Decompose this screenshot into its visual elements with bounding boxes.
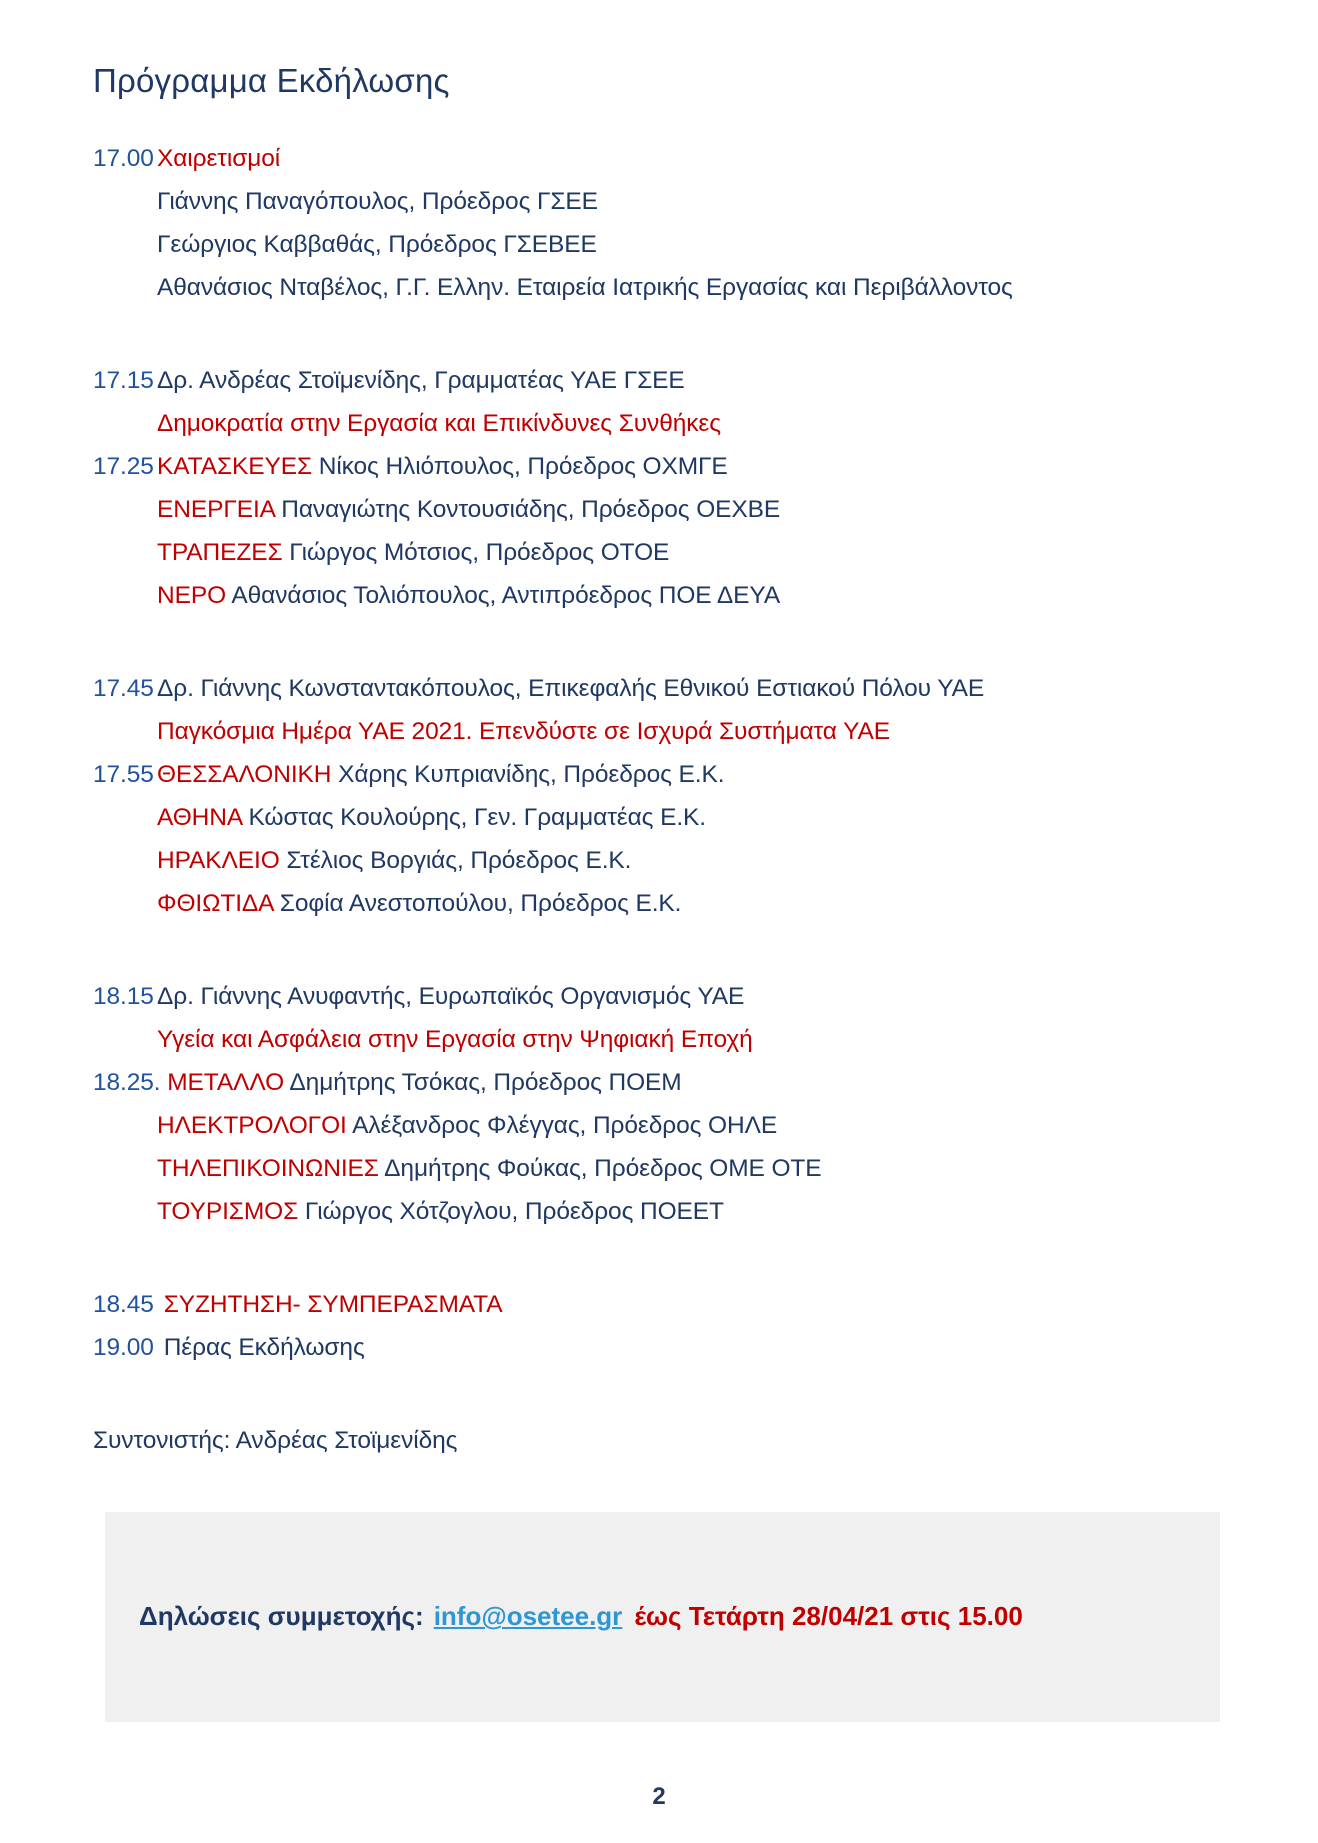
speaker-text: Σοφία Ανεστοπούλου, Πρόεδρος Ε.Κ.: [273, 889, 682, 917]
speaker-text: Δρ. Γιάννης Κωνσταντακόπουλος, Επικεφαλής Εθνικού Εστιακού Πόλου ΥΑΕ: [157, 674, 985, 702]
schedule-line: [93, 445, 1248, 488]
speaker-text: Αθανάσιος Τολιόπουλος, Αντιπρόεδρος ΠΟΕ ΔΕΥΑ: [226, 581, 781, 609]
highlight-text: ΜΕΤΑΛΛΟ: [160, 1068, 285, 1096]
schedule-group: [93, 1419, 1248, 1462]
schedule-line: [93, 839, 1248, 882]
speaker-text: Κώστας Κουλούρης, Γεν. Γραμματέας Ε.Κ.: [241, 803, 706, 831]
speaker-text: Γιάννης Παναγόπουλος, Πρόεδρος ΓΣΕΕ: [157, 187, 598, 215]
highlight-text: ΤΟΥΡΙΣΜΟΣ: [157, 1197, 299, 1225]
highlight-text: ΗΡΑΚΛΕΙΟ: [157, 846, 280, 874]
speaker-text: Πέρας Εκδήλωσης: [157, 1333, 365, 1361]
schedule-line: [93, 1147, 1248, 1190]
speaker-text: Δημήτρης Φούκας, Πρόεδρος ΟΜΕ ΟΤΕ: [378, 1154, 822, 1182]
highlight-text: ΕΝΕΡΓΕΙΑ: [157, 495, 275, 523]
time-label: 18.25.: [93, 1068, 161, 1096]
time-label: 18.45: [93, 1290, 154, 1318]
schedule-line: [93, 223, 1248, 266]
schedule: [93, 137, 1248, 1462]
schedule-line: [93, 488, 1248, 531]
time-label: 19.00: [93, 1333, 154, 1361]
highlight-text: ΗΛΕΚΤΡΟΛΟΓΟΙ: [157, 1111, 347, 1139]
speaker-text: Γιώργος Μότσιος, Πρόεδρος ΟΤΟΕ: [282, 538, 670, 566]
highlight-text: ΤΡΑΠΕΖΕΣ: [157, 538, 283, 566]
schedule-group: [93, 137, 1248, 309]
speaker-text: Αλέξανδρος Φλέγγας, Πρόεδρος ΟΗΛΕ: [346, 1111, 778, 1139]
schedule-line: [93, 710, 1248, 753]
highlight-text: ΤΗΛΕΠΙΚΟΙΝΩΝΙΕΣ: [157, 1154, 379, 1182]
schedule-group: [93, 667, 1248, 925]
time-label: 17.15: [93, 366, 154, 394]
speaker-text: Παναγιώτης Κοντουσιάδης, Πρόεδρος ΟΕΧΒΕ: [274, 495, 781, 523]
schedule-line: [93, 1018, 1248, 1061]
speaker-text: Δρ. Ανδρέας Στοϊμενίδης, Γραμματέας ΥΑΕ ΓΣΕΕ: [157, 366, 685, 394]
highlight-text: Παγκόσμια Ημέρα ΥΑΕ 2021. Επενδύστε σε Ισχυρά Συστήματα ΥΑΕ: [157, 717, 891, 745]
schedule-line: [93, 180, 1248, 223]
schedule-group: [93, 359, 1248, 617]
highlight-text: ΘΕΣΣΑΛΟΝΙΚΗ: [157, 760, 332, 788]
registration-line: [105, 1601, 1023, 1632]
registration-label: Δηλώσεις συμμετοχής:: [139, 1601, 424, 1632]
speaker-text: Συντονιστής: Ανδρέας Στοϊμενίδης: [93, 1426, 458, 1454]
highlight-text: ΣΥΖΗΤΗΣΗ- ΣΥΜΠΕΡΑΣΜΑΤΑ: [157, 1290, 503, 1318]
speaker-text: Νίκος Ηλιόπουλος, Πρόεδρος ΟΧΜΓΕ: [312, 452, 728, 480]
registration-deadline: έως Τετάρτη 28/04/21 στις 15.00: [634, 1601, 1023, 1632]
time-label: 17.00: [93, 144, 154, 172]
time-label: 17.55: [93, 760, 154, 788]
time-label: 17.25: [93, 452, 154, 480]
schedule-line: [93, 753, 1248, 796]
time-label: 17.45: [93, 674, 154, 702]
schedule-line: [93, 882, 1248, 925]
schedule-line: [93, 1061, 1248, 1104]
highlight-text: ΝΕΡΟ: [157, 581, 227, 609]
highlight-text: Υγεία και Ασφάλεια στην Εργασία στην Ψηφιακή Εποχή: [157, 1025, 753, 1053]
schedule-line: [93, 1283, 1248, 1326]
schedule-line: [93, 1419, 1248, 1462]
schedule-line: [93, 402, 1248, 445]
speaker-text: Αθανάσιος Νταβέλος, Γ.Γ. Ελλην. Εταιρεία Ιατρικής Εργασίας και Περιβάλλοντος: [157, 273, 1013, 301]
schedule-line: [93, 359, 1248, 402]
schedule-group: [93, 975, 1248, 1233]
speaker-text: Δημήτρης Τσόκας, Πρόεδρος ΠΟΕΜ: [284, 1068, 682, 1096]
schedule-line: [93, 1326, 1248, 1369]
schedule-line: [93, 137, 1248, 180]
schedule-group: [93, 1283, 1248, 1369]
registration-box: [105, 1512, 1220, 1722]
speaker-text: Χάρης Κυπριανίδης, Πρόεδρος Ε.Κ.: [331, 760, 725, 788]
speaker-text: Γιώργος Χότζογλου, Πρόεδρος ΠΟΕΕΤ: [298, 1197, 724, 1225]
schedule-line: [93, 667, 1248, 710]
highlight-text: Δημοκρατία στην Εργασία και Επικίνδυνες Συνθήκες: [157, 409, 721, 437]
speaker-text: Γεώργιος Καββαθάς, Πρόεδρος ΓΣΕΒΕΕ: [157, 230, 597, 258]
page-number: 2: [652, 1783, 666, 1810]
highlight-text: ΦΘΙΩΤΙΔΑ: [157, 889, 274, 917]
schedule-line: [93, 266, 1248, 309]
registration-email-link[interactable]: info@osetee.gr: [433, 1601, 623, 1632]
schedule-line: [93, 1190, 1248, 1233]
speaker-text: Δρ. Γιάννης Ανυφαντής, Ευρωπαϊκός Οργανισμός ΥΑΕ: [157, 982, 745, 1010]
highlight-text: ΚΑΤΑΣΚΕΥΕΣ: [157, 452, 313, 480]
speaker-text: Στέλιος Βοργιάς, Πρόεδρος Ε.Κ.: [279, 846, 632, 874]
highlight-text: Χαιρετισμοί: [157, 144, 281, 172]
schedule-line: [93, 796, 1248, 839]
schedule-line: [93, 1104, 1248, 1147]
schedule-line: [93, 574, 1248, 617]
schedule-line: [93, 531, 1248, 574]
time-label: 18.15: [93, 982, 154, 1010]
highlight-text: ΑΘΗΝΑ: [157, 803, 242, 831]
page-title: Πρόγραμμα Εκδήλωσης: [93, 62, 450, 99]
schedule-line: [93, 975, 1248, 1018]
